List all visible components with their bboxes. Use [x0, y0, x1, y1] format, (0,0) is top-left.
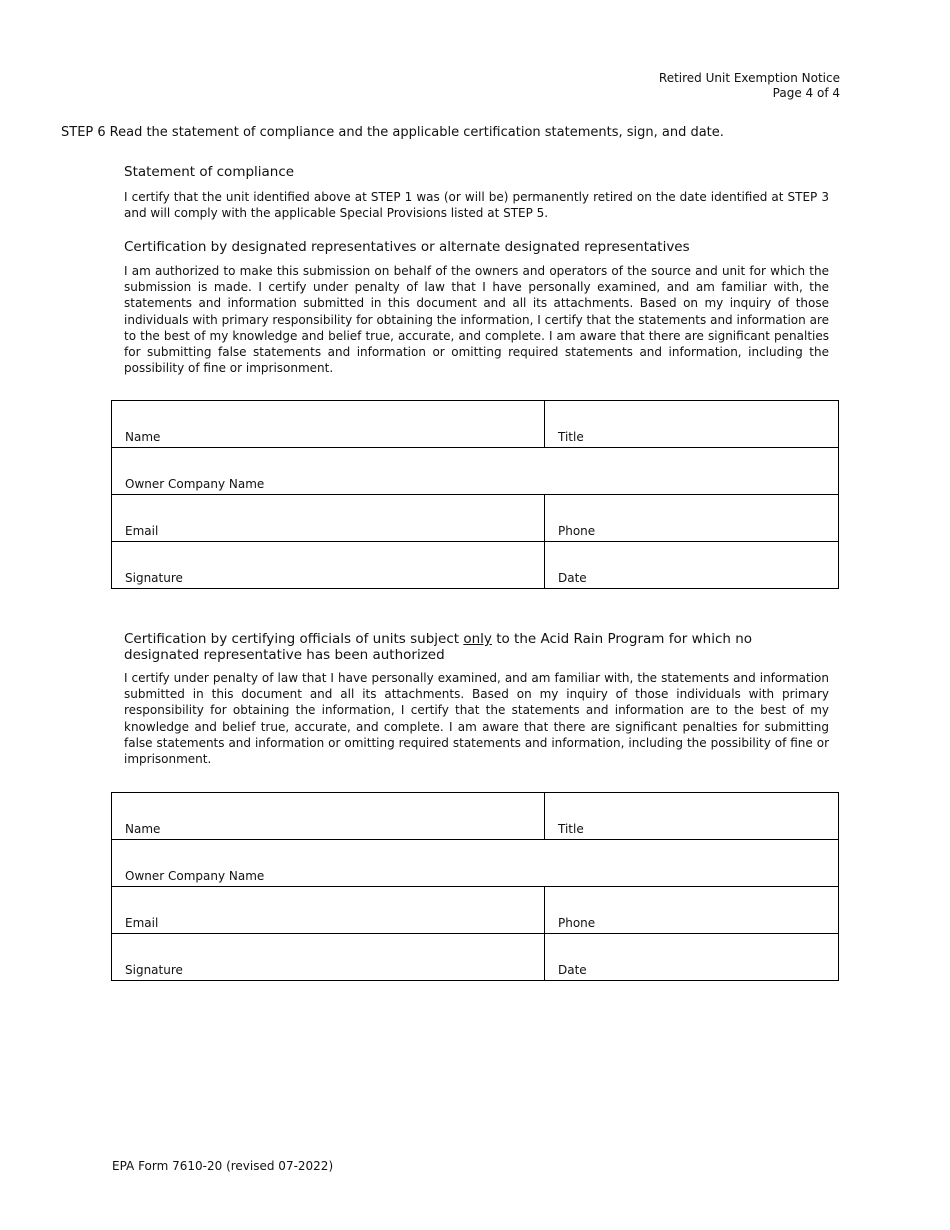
title-field[interactable] [545, 401, 839, 448]
form-footer: EPA Form 7610-20 (revised 07-2022) [112, 1159, 334, 1173]
step-instruction-text: Read the statement of compliance and the applicable certification statements, sign, and date. [109, 125, 724, 140]
name-field[interactable] [112, 401, 545, 448]
date-field[interactable] [545, 542, 839, 589]
step-label: STEP 6 [61, 125, 106, 140]
page-number: Page 4 of 4 [772, 86, 840, 100]
compliance-heading: Statement of compliance [124, 164, 295, 180]
title-label: Title [558, 430, 584, 444]
phone-field[interactable] [545, 495, 839, 542]
name-label: Name [125, 430, 161, 444]
owner-company-name-field[interactable] [112, 840, 839, 887]
title-field[interactable] [545, 793, 839, 840]
certification-designated-representatives [124, 239, 829, 376]
cert-co-heading [124, 631, 829, 663]
certification-certifying-officials [124, 631, 829, 767]
phone-label: Phone [558, 524, 596, 538]
date-field[interactable] [545, 934, 839, 981]
owner-company-name-field[interactable] [112, 448, 839, 495]
signature-field[interactable] [112, 934, 545, 981]
cert-co-heading-pre: Certification by certifying officials of units subject [124, 631, 464, 647]
email-label: Email [125, 524, 159, 538]
signature-table-designated-representatives [111, 400, 839, 589]
date-label: Date [558, 963, 587, 977]
name-label: Name [125, 822, 161, 836]
cert-co-heading-post: to the Acid Rain Program for which no designated representative has been authorized [124, 631, 753, 663]
cert-co-heading-underlined: only [463, 631, 492, 647]
signature-label: Signature [125, 571, 183, 585]
date-label: Date [558, 571, 587, 585]
document-title: Retired Unit Exemption Notice [658, 71, 840, 85]
cert-co-text: I certify under penalty of law that I have personally examined, and am familiar with, the statements and information submitted in this document and all its attachments. Based on my inquiry of those individuals with primary responsibility for obtaining the information, I certify that the statements and information are to the best of my knowledge and belief true, accurate, and complete. I am aware that there are significant penalties for submitting false statements and information or omitting required statements and information, including the possibility of fine or imprisonment. [124, 671, 829, 767]
step-6-instruction [61, 125, 724, 140]
cert-dr-text: I am authorized to make this submission on behalf of the owners and operators of the source and unit for which the submission is made. I certify under penalty of law that I have personally examined, and am familiar with, the statements and information submitted in this document and all its attachments. Based on my inquiry of those individuals with primary responsibility for obtaining the information, I certify that the statements and information are to the best of my knowledge and belief true, accurate, and complete. I am aware that there are significant penalties for submitting false statements and information or omitting required statements and information, including the possibility of fine or imprisonment. [124, 264, 829, 376]
owner-company-name-label: Owner Company Name [125, 869, 265, 883]
page-header [659, 71, 840, 101]
name-field[interactable] [112, 793, 545, 840]
email-field[interactable] [112, 887, 545, 934]
statement-of-compliance [124, 164, 829, 221]
phone-label: Phone [558, 916, 596, 930]
owner-company-name-label: Owner Company Name [125, 477, 265, 491]
title-label: Title [558, 822, 584, 836]
email-label: Email [125, 916, 159, 930]
signature-table-certifying-officials [111, 792, 839, 981]
signature-label: Signature [125, 963, 183, 977]
compliance-text: I certify that the unit identified above at STEP 1 was (or will be) permanently retired on the date identified at STEP 3 and will comply with the applicable Special Provisions listed at STEP 5. [124, 190, 829, 221]
phone-field[interactable] [545, 887, 839, 934]
cert-dr-heading: Certification by designated representatives or alternate designated representatives [124, 239, 690, 255]
signature-field[interactable] [112, 542, 545, 589]
email-field[interactable] [112, 495, 545, 542]
